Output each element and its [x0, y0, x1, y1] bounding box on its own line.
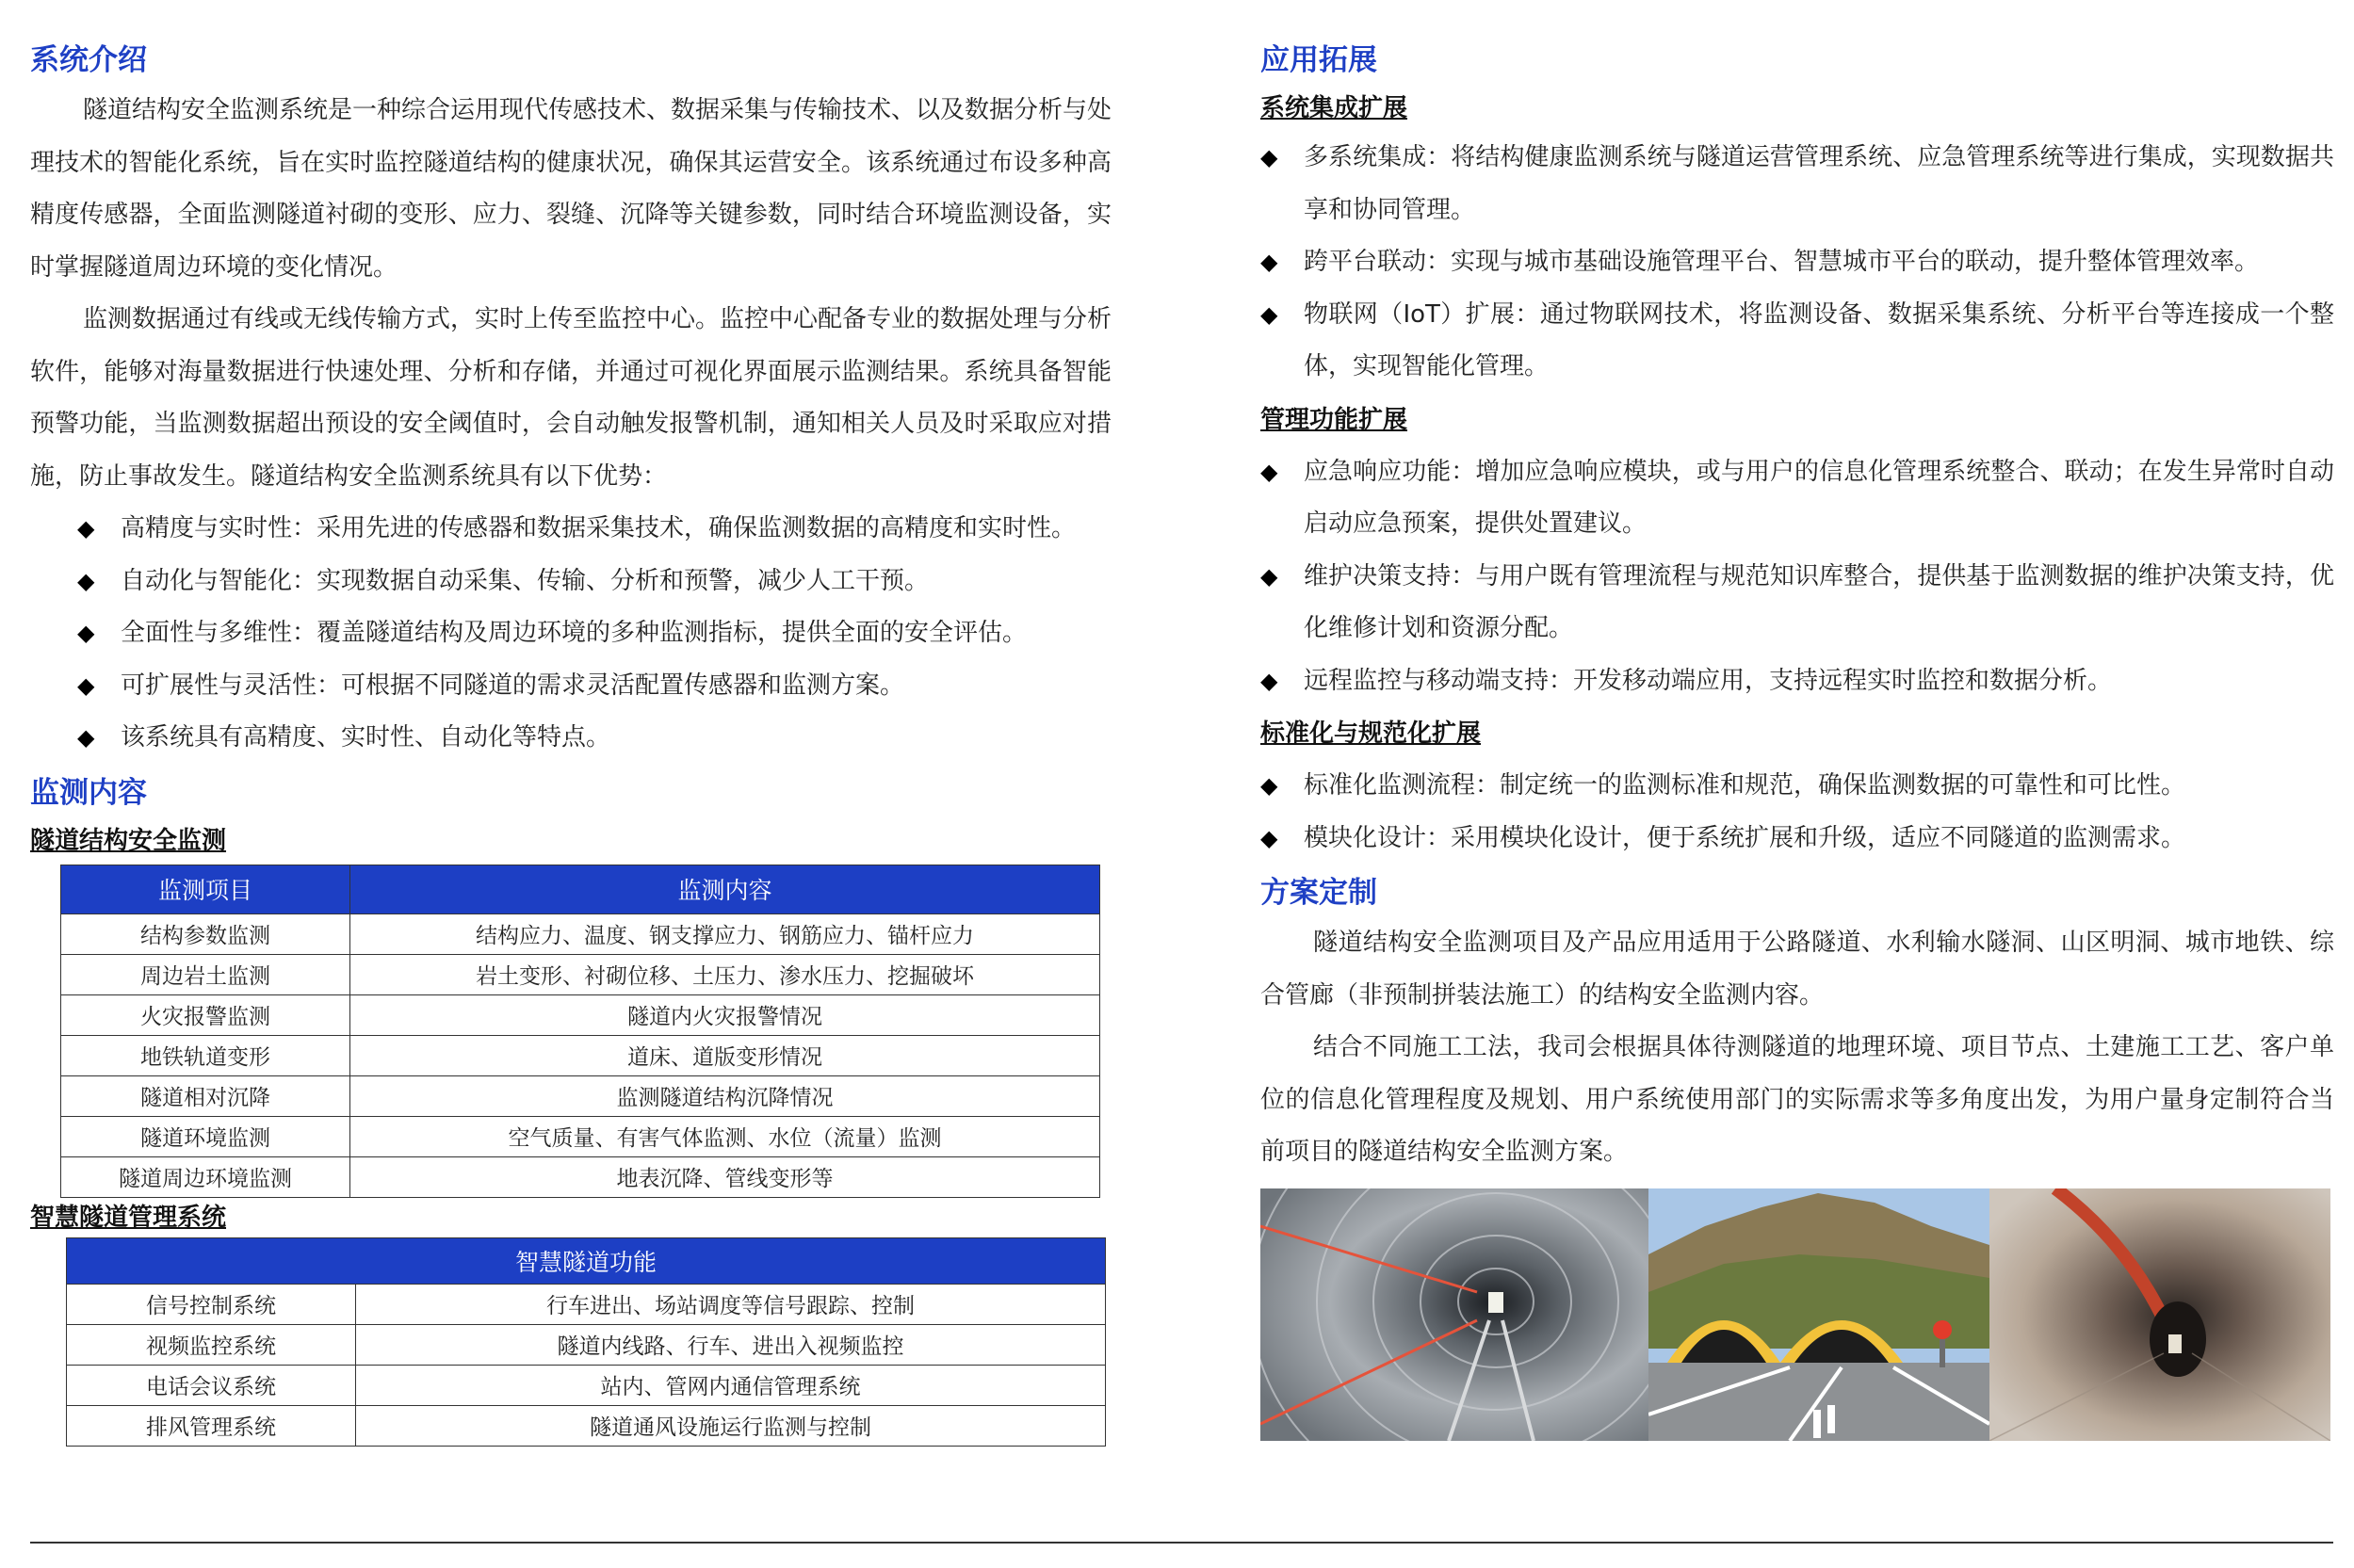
diamond-bullet-icon: ◆ [77, 515, 95, 542]
diamond-bullet-icon: ◆ [1260, 772, 1278, 799]
table-header: 监测内容 [350, 865, 1100, 913]
list-item: ◆ 远程监控与移动端支持：开发移动端应用，支持远程实时监控和数据分析。 [1260, 655, 2334, 708]
table-row: 信号控制系统 行车进出、场站调度等信号跟踪、控制 [67, 1284, 1106, 1324]
table-header: 智慧隧道功能 [67, 1237, 1106, 1284]
construction-tunnel-image [1989, 1188, 2330, 1441]
tunnel-construction-photo [1989, 1188, 2330, 1441]
table-row: 隧道周边环境监测 地表沉降、管线变形等 [61, 1156, 1100, 1197]
right-column [1260, 36, 2334, 1179]
subheading-standardization: 标准化与规范化扩展 [1260, 719, 1482, 748]
table-row: 周边岩土监测 岩土变形、衬砌位移、土压力、渗水压力、挖掘破坏 [61, 954, 1100, 994]
list-item: ◆ 全面性与多维性：覆盖隧道结构及周边环境的多种监测指标，提供全面的安全评估。 [30, 607, 1112, 660]
intro-heading: 系统介绍 [30, 43, 147, 77]
table-row: 地铁轨道变形 道床、道版变形情况 [61, 1035, 1100, 1075]
intro-paragraph-2: 监测数据通过有线或无线传输方式，实时上传至监控中心。监控中心配备专业的数据处理与分析软件，能够对海量数据进行快速处理、分析和存储，并通过可视化界面展示监测结果。系统具备智能预警功能，当监测数据超出预设的安全阈值时，会自动触发报警机制，通知相关人员及时采取应对措施，防止事故发生。隧道结构安全监测系统具有以下优势： [30, 305, 1112, 491]
list-item: ◆ 物联网（IoT）扩展：通过物联网技术，将监测设备、数据采集系统、分析平台等连接成一个整体，实现智能化管理。 [1260, 289, 2334, 394]
diamond-bullet-icon: ◆ [1260, 562, 1278, 590]
subheading-management: 管理功能扩展 [1260, 405, 1408, 434]
table-row: 火灾报警监测 隧道内火灾报警情况 [61, 994, 1100, 1035]
diamond-bullet-icon: ◆ [1260, 458, 1278, 485]
table-row: 视频监控系统 隧道内线路、行车、进出入视频监控 [67, 1324, 1106, 1365]
table-row: 结构参数监测 结构应力、温度、钢支撑应力、钢筋应力、锚杆应力 [61, 913, 1100, 954]
list-item: ◆ 高精度与实时性：采用先进的传感器和数据采集技术，确保监测数据的高精度和实时性。 [30, 503, 1112, 556]
advantages-list [30, 503, 1112, 765]
list-item: ◆ 该系统具有高精度、实时性、自动化等特点。 [30, 712, 1112, 765]
diamond-bullet-icon: ◆ [77, 620, 95, 646]
subheading-tunnel-safety: 隧道结构安全监测 [30, 826, 227, 855]
left-column [30, 36, 1112, 1447]
list-item: ◆ 自动化与智能化：实现数据自动采集、传输、分析和预警，减少人工干预。 [30, 556, 1112, 608]
list-item: ◆ 模块化设计：采用模块化设计，便于系统扩展和升级，适应不同隧道的监测需求。 [1260, 813, 2334, 865]
diamond-bullet-icon: ◆ [1260, 300, 1278, 328]
table-row: 排风管理系统 隧道通风设施运行监测与控制 [67, 1405, 1106, 1446]
highway-tunnel-photo [1648, 1188, 1989, 1441]
smart-tunnel-table [66, 1237, 1106, 1447]
bottom-divider [30, 1542, 2333, 1544]
tunnel-photo-strip [1260, 1188, 2330, 1441]
diamond-bullet-icon: ◆ [77, 567, 95, 594]
diamond-bullet-icon: ◆ [77, 671, 95, 699]
list-item: ◆ 可扩展性与灵活性：可根据不同隧道的需求灵活配置传感器和监测方案。 [30, 660, 1112, 713]
custom-paragraph-2: 结合不同施工工法，我司会根据具体待测隧道的地理环境、项目节点、土建施工工艺、客户单位的信息化管理程度及规划、用户系统使用部门的实际需求等多角度出发，为用户量身定制符合当前项目的隧道结构安全监测方案。 [1260, 1033, 2334, 1166]
table-header: 监测项目 [61, 865, 350, 913]
list-item: ◆ 维护决策支持：与用户既有管理流程与规范知识库整合，提供基于监测数据的维护决策支持，优化维修计划和资源分配。 [1260, 551, 2334, 655]
table-row: 隧道环境监测 空气质量、有害气体监测、水位（流量）监测 [61, 1116, 1100, 1156]
list-item: ◆ 应急响应功能：增加应急响应模块，或与用户的信息化管理系统整合、联动；在发生异常时自动启动应急预案，提供处置建议。 [1260, 446, 2334, 551]
subheading-smart-tunnel: 智慧隧道管理系统 [30, 1203, 227, 1232]
list-item: ◆ 多系统集成：将结构健康监测系统与隧道运营管理系统、应急管理系统等进行集成，实现数据共享和协同管理。 [1260, 132, 2334, 236]
list-item: ◆ 标准化监测流程：制定统一的监测标准和规范，确保监测数据的可靠性和可比性。 [1260, 760, 2334, 813]
diamond-bullet-icon: ◆ [1260, 144, 1278, 170]
diamond-bullet-icon: ◆ [1260, 667, 1278, 694]
intro-paragraph-1: 隧道结构安全监测系统是一种综合运用现代传感技术、数据采集与传输技术、以及数据分析与处理技术的智能化系统，旨在实时监控隧道结构的健康状况，确保其运营安全。该系统通过布设多种高精度传感器，全面监测隧道衬砌的变形、应力、裂缝、沉降等关键参数，同时结合环境监测设备，实时掌握隧道周边环境的变化情况。 [30, 96, 1112, 282]
monitoring-table [60, 865, 1100, 1198]
diamond-bullet-icon: ◆ [1260, 824, 1278, 851]
custom-heading: 方案定制 [1260, 876, 1377, 910]
monitoring-heading: 监测内容 [30, 775, 147, 810]
subway-tunnel-photo [1260, 1188, 1648, 1441]
highway-tunnel-image [1648, 1188, 1989, 1441]
subheading-system-integration: 系统集成扩展 [1260, 94, 1408, 122]
management-list [1260, 446, 2334, 708]
table-row: 隧道相对沉降 监测隧道结构沉降情况 [61, 1075, 1100, 1116]
table-row: 电话会议系统 站内、管网内通信管理系统 [67, 1365, 1106, 1405]
expansion-heading: 应用拓展 [1260, 43, 1377, 77]
diamond-bullet-icon: ◆ [1260, 249, 1278, 275]
list-item: ◆ 跨平台联动：实现与城市基础设施管理平台、智慧城市平台的联动，提升整体管理效率。 [1260, 236, 2334, 289]
integration-list [1260, 132, 2334, 394]
custom-paragraph-1: 隧道结构安全监测项目及产品应用适用于公路隧道、水利输水隧洞、山区明洞、城市地铁、综合管廊（非预制拼装法施工）的结构安全监测内容。 [1260, 929, 2334, 1010]
subway-tunnel-image [1260, 1188, 1648, 1441]
standardization-list [1260, 760, 2334, 865]
diamond-bullet-icon: ◆ [77, 724, 95, 751]
